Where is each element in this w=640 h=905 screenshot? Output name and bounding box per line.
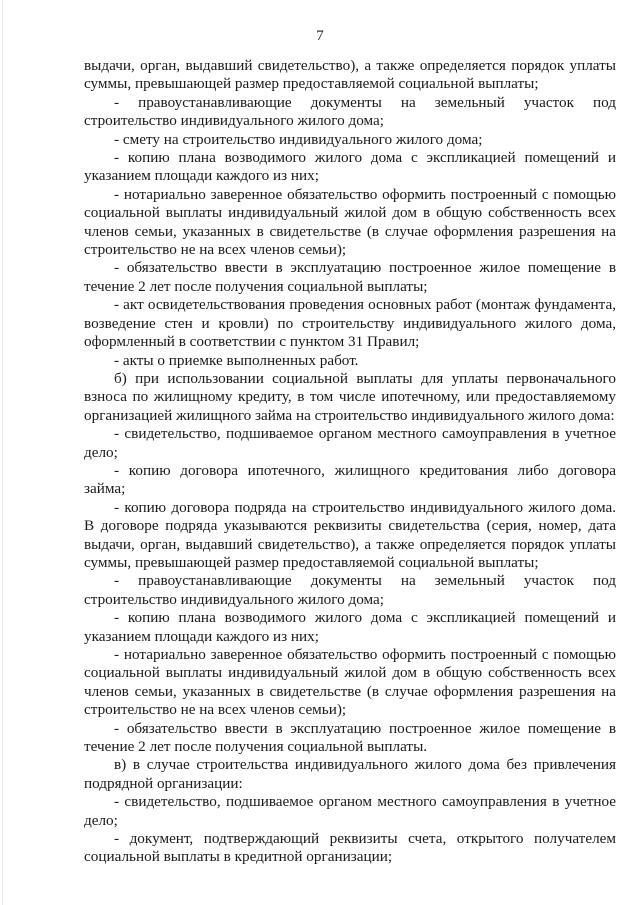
list-item-notarial-obligation: - нотариально заверенное обязательство оформить построенный с помощью социальной выплаты индивидуальный жилой дом в общую собственность всех членов семьи, указанных в свидетельстве (в случае оформления разрешения на строительство не на всех членов семьи); (84, 185, 616, 259)
list-item-inspection-act: - акт освидетельствования проведения основных работ (монтаж фундамента, возведение стен и кровли) по строительству индивидуального жилого дома, оформленный в соответствии с пунктом 31 Правил; (84, 296, 616, 351)
list-item-house-plan: - копию плана возводимого жилого дома с экспликацией помещений и указанием площади каждого из них; (84, 609, 616, 645)
page-number: 7 (316, 28, 324, 44)
section-b-heading: б) при использовании социальной выплаты для уплаты первоначального взноса по жилищному кредиту, в том числе ипотечному, или предоставляемому организацией жилищного займа на строительство индивидуального жилого дома: (84, 369, 616, 424)
section-c-heading: в) в случае строительства индивидуального жилого дома без привлечения подрядной организации: (84, 756, 616, 792)
list-item-house-plan: - копию плана возводимого жилого дома с экспликацией помещений и указанием площади каждого из них; (84, 149, 616, 185)
list-item-title-documents: - правоустанавливающие документы на земельный участок под строительство индивидуального жилого дома; (84, 572, 616, 608)
paragraph-continuation: выдачи, орган, выдавший свидетельство), а также определяется порядок уплаты суммы, превышающей размер предоставляемой социальной выплаты; (84, 57, 616, 93)
list-item-account-document: - документ, подтверждающий реквизиты счета, открытого получателем социальной выплаты в кредитной организации; (84, 830, 616, 866)
list-item-title-documents: - правоустанавливающие документы на земельный участок под строительство индивидуального жилого дома; (84, 93, 616, 130)
scan-edge-line (2, 0, 3, 905)
document-body (84, 57, 616, 867)
list-item-commissioning-obligation: - обязательство ввести в эксплуатацию построенное жилое помещение в течение 2 лет после получения социальной выплаты; (84, 259, 616, 295)
list-item-commissioning-obligation: - обязательство ввести в эксплуатацию построенное жилое помещение в течение 2 лет после получения социальной выплаты. (84, 719, 616, 756)
list-item-estimate: - смету на строительство индивидуального жилого дома; (114, 130, 483, 148)
list-item-notarial-obligation: - нотариально заверенное обязательство оформить построенный с помощью социальной выплаты индивидуальный жилой дом в общую собственность всех членов семьи, указанных в свидетельстве (в случае оформления разрешения на строительство не на всех членов семьи); (84, 646, 616, 719)
list-item-loan-agreement: - копию договора ипотечного, жилищного кредитования либо договора займа; (84, 461, 616, 498)
list-item-acceptance-acts: - акты о приемке выполненных работ. (114, 351, 359, 369)
list-item-certificate: - свидетельство, подшиваемое органом местного самоуправления в учетное дело; (84, 793, 616, 829)
list-item-certificate: - свидетельство, подшиваемое органом местного самоуправления в учетное дело; (84, 425, 616, 461)
list-item-contract-copy: - копию договора подряда на строительство индивидуального жилого дома. В договоре подряда указываются реквизиты свидетельства (серия, номер, дата выдачи, орган, выдавший свидетельство), а также определяется порядок уплаты суммы, превышающей размер предоставляемой социальной выплаты; (84, 498, 616, 571)
